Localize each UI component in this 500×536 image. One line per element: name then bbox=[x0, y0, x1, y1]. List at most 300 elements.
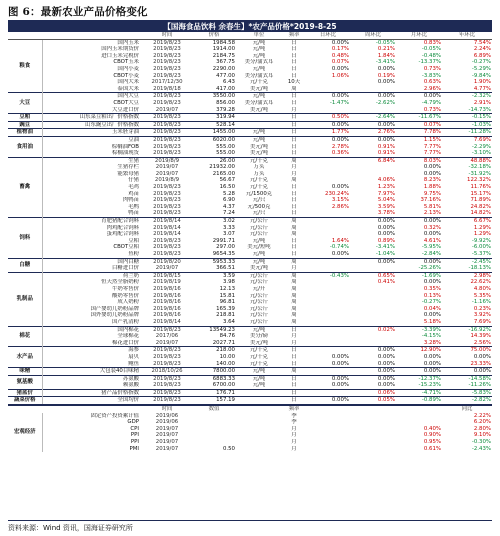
table-row bbox=[8, 265, 492, 272]
value-cell: 3.78% bbox=[377, 210, 395, 217]
value-cell: -9.84% bbox=[471, 72, 491, 79]
value-cell: 日 bbox=[291, 251, 297, 257]
value-cell bbox=[306, 177, 350, 184]
value-cell: 2019/07 bbox=[155, 439, 179, 446]
macro-header-cell: 同比 bbox=[442, 405, 492, 413]
value-cell: 0.00% bbox=[331, 360, 349, 367]
value-cell bbox=[350, 432, 396, 439]
value-cell: 0.00% bbox=[306, 397, 350, 405]
value-cell bbox=[236, 419, 282, 426]
value-cell: 0.36% bbox=[331, 150, 349, 157]
table-row bbox=[8, 157, 492, 164]
value-cell bbox=[306, 347, 350, 354]
item-name-cell: 全国均价 bbox=[42, 397, 142, 405]
table-row bbox=[8, 326, 492, 333]
value-cell: 3.64 bbox=[222, 318, 235, 325]
value-cell: 元/吨 bbox=[236, 136, 282, 143]
value-cell: 2.78% bbox=[331, 143, 349, 150]
value-cell: 14.82% bbox=[470, 210, 491, 217]
item-name-cell: 棕榈油现货 bbox=[112, 150, 139, 157]
value-cell: 0.00% bbox=[423, 231, 441, 238]
value-cell bbox=[306, 432, 350, 439]
value-cell bbox=[306, 265, 350, 272]
value-cell: -2.82% bbox=[442, 397, 492, 405]
value-cell: 元/公斤 bbox=[236, 218, 282, 225]
item-name-cell: 国产乳清粉 bbox=[112, 318, 139, 325]
value-cell: 元/公斤 bbox=[250, 279, 268, 286]
value-cell bbox=[306, 225, 350, 232]
item-name-cell: 大豆进口价 bbox=[112, 106, 139, 113]
value-cell bbox=[350, 265, 396, 272]
value-cell bbox=[306, 319, 350, 326]
table-row bbox=[8, 279, 492, 286]
value-cell: -1.03% bbox=[442, 121, 492, 129]
value-cell: 美分/蒲式耳 bbox=[244, 72, 274, 79]
value-cell: 0.41% bbox=[377, 279, 395, 286]
value-cell: 2019/8/23 bbox=[153, 237, 181, 244]
value-cell: 0.95% bbox=[423, 439, 441, 446]
value-cell: 6.43 bbox=[222, 79, 235, 86]
table-header-row bbox=[8, 32, 492, 39]
value-cell: 555.00 bbox=[216, 143, 235, 150]
value-cell: 6.67% bbox=[442, 218, 492, 225]
value-cell bbox=[192, 419, 236, 426]
value-cell: 2019/07 bbox=[155, 445, 179, 452]
value-cell: 0.00% bbox=[306, 39, 350, 46]
item-name-cell: 固定资产投资累计值 bbox=[90, 412, 139, 419]
value-cell: 6.84% bbox=[350, 157, 396, 164]
value-cell: 元/吨 bbox=[236, 129, 282, 137]
header-cell bbox=[8, 32, 42, 39]
value-cell bbox=[350, 446, 396, 453]
value-cell bbox=[236, 389, 282, 397]
value-cell: 日 bbox=[291, 353, 297, 360]
table-row bbox=[8, 432, 492, 439]
table-row bbox=[8, 114, 492, 122]
value-cell: 8.23% bbox=[423, 177, 441, 184]
value-cell: 0.07% bbox=[396, 121, 442, 129]
value-cell: -0.74% bbox=[329, 244, 349, 251]
value-cell: 2019/8/23 bbox=[153, 150, 181, 157]
value-cell: 4.77% bbox=[473, 85, 491, 92]
value-cell: 122.32% bbox=[467, 177, 491, 184]
value-cell: 日 bbox=[282, 114, 306, 122]
value-cell bbox=[350, 286, 396, 293]
value-cell: -25.26% bbox=[418, 265, 441, 272]
value-cell bbox=[306, 340, 350, 347]
value-cell: 218.81 bbox=[216, 312, 235, 319]
value-cell: 1.84% bbox=[377, 52, 395, 59]
value-cell: 元/千克 bbox=[250, 184, 268, 191]
value-cell: 1.88% bbox=[423, 184, 441, 191]
value-cell: 日 bbox=[282, 397, 306, 405]
macro-header-cell: 频率 bbox=[282, 405, 306, 413]
value-cell: 9654.35 bbox=[212, 251, 235, 257]
value-cell: 元/公斤 bbox=[250, 292, 268, 299]
value-cell: 周 bbox=[291, 224, 297, 231]
value-cell: 元/吨 bbox=[236, 39, 282, 46]
table-row bbox=[8, 150, 492, 157]
category-cell: 食用油 bbox=[8, 136, 42, 157]
value-cell: 13549.23 bbox=[192, 326, 236, 333]
table-row bbox=[8, 100, 492, 107]
category-cell: 豆粕 bbox=[8, 114, 42, 122]
item-name-cell: CBOT小麦 bbox=[113, 72, 139, 79]
table-row bbox=[8, 375, 492, 382]
value-cell: 2019/8/23 bbox=[142, 129, 192, 137]
value-cell: -3.39% bbox=[396, 326, 442, 333]
value-cell: 2019/8/14 bbox=[153, 318, 181, 325]
value-cell: 0.23% bbox=[473, 305, 491, 312]
value-cell bbox=[306, 446, 350, 453]
value-cell bbox=[236, 446, 282, 453]
value-cell bbox=[306, 79, 350, 86]
source-note: 资料来源：Wind 资讯，国海证券研究所 bbox=[8, 524, 133, 532]
value-cell: 6020.00 bbox=[192, 136, 236, 143]
item-name-cell: 牛奶零售价 bbox=[112, 285, 139, 292]
item-name-cell: 全球棉花 bbox=[117, 333, 139, 340]
value-cell: 7.24 bbox=[222, 210, 235, 217]
item-name-cell: GDP bbox=[127, 419, 139, 426]
value-cell: 2.22% bbox=[473, 412, 491, 419]
value-cell: 日 bbox=[291, 52, 297, 59]
item-name-cell: 肉鸭苗 bbox=[122, 197, 139, 204]
value-cell: 12.90% bbox=[396, 347, 442, 354]
value-cell: -5.37% bbox=[471, 251, 491, 257]
category-cell: 水产品 bbox=[8, 347, 42, 368]
value-cell bbox=[306, 218, 350, 225]
value-cell bbox=[396, 419, 442, 426]
value-cell: 2991.71 bbox=[212, 237, 235, 244]
value-cell: 6883.33 bbox=[192, 375, 236, 382]
value-cell: 月 bbox=[291, 439, 297, 446]
value-cell: 7.97% bbox=[377, 190, 395, 197]
value-cell: 月 bbox=[291, 425, 297, 432]
value-cell: 日 bbox=[291, 143, 297, 150]
value-cell: 日 bbox=[291, 99, 297, 106]
value-cell: 日 bbox=[291, 237, 297, 244]
value-cell: 10.00 bbox=[219, 353, 235, 360]
macro-header-cell: 时间 bbox=[142, 405, 192, 413]
value-cell: -11.26% bbox=[468, 382, 491, 389]
value-cell: 7.77% bbox=[423, 150, 441, 157]
value-cell: 2.96% bbox=[423, 85, 441, 92]
value-cell: 2019/8/23 bbox=[142, 136, 192, 143]
value-cell: 0.00% bbox=[396, 93, 442, 100]
value-cell: 日 bbox=[282, 136, 306, 143]
value-cell: 周 bbox=[291, 231, 297, 238]
value-cell: 日 bbox=[291, 360, 297, 367]
value-cell: 元/公斤 bbox=[250, 224, 268, 231]
value-cell: 日 bbox=[282, 347, 306, 354]
value-cell bbox=[236, 413, 282, 420]
value-cell: 元/500克 bbox=[247, 203, 271, 210]
value-cell: 1.15% bbox=[396, 136, 442, 143]
value-cell: 48.88% bbox=[442, 157, 492, 164]
value-cell: 15.81 bbox=[219, 292, 235, 299]
value-cell: 0.00% bbox=[306, 93, 350, 100]
value-cell: 日 bbox=[291, 150, 297, 157]
value-cell: 7.54% bbox=[442, 39, 492, 46]
value-cell: -3.41% bbox=[375, 59, 395, 66]
value-cell: 0.00% bbox=[377, 65, 395, 72]
table-row bbox=[8, 306, 492, 313]
category-cell: 味精 bbox=[8, 368, 42, 376]
value-cell: 元/吨 bbox=[236, 375, 282, 382]
value-cell: 2.13% bbox=[423, 210, 441, 217]
item-name-cell: PPI bbox=[130, 432, 139, 439]
table-row bbox=[8, 86, 492, 93]
table-row bbox=[8, 164, 492, 171]
item-name-cell: 鸭苗 bbox=[128, 210, 139, 217]
value-cell: 月 bbox=[291, 333, 297, 340]
value-cell: 0.02% bbox=[350, 326, 396, 333]
item-name-cell: 鱼粉 bbox=[128, 251, 139, 257]
value-cell: 周 bbox=[282, 368, 306, 376]
table-row bbox=[8, 244, 492, 251]
value-cell bbox=[306, 279, 350, 286]
value-cell: 0.50 bbox=[222, 445, 235, 452]
value-cell: 日 bbox=[282, 129, 306, 137]
table-row bbox=[8, 258, 492, 265]
value-cell: 2019/07 bbox=[155, 425, 179, 432]
value-cell: 2019/8/18 bbox=[153, 85, 181, 92]
value-cell: 297.00 bbox=[216, 244, 235, 251]
macro-header-cell bbox=[350, 405, 396, 413]
value-cell: 2019/8/23 bbox=[153, 353, 181, 360]
value-cell: -1.69% bbox=[396, 272, 442, 279]
value-cell bbox=[306, 231, 350, 238]
value-cell: 日 bbox=[282, 121, 306, 129]
value-cell: 3.15% bbox=[331, 197, 349, 204]
value-cell: 2019/8/16 bbox=[153, 312, 181, 319]
table-row bbox=[8, 210, 492, 217]
table-row bbox=[8, 419, 492, 426]
value-cell: 0.00% bbox=[331, 184, 349, 191]
item-name-cell: 国内玉米 bbox=[42, 39, 142, 46]
value-cell: 2019/8/23 bbox=[153, 197, 181, 204]
value-cell: 日 bbox=[291, 65, 297, 72]
value-cell: 157.19 bbox=[192, 397, 236, 405]
value-cell: -13.37% bbox=[418, 59, 441, 66]
item-name-cell: 生猪 bbox=[42, 157, 142, 164]
value-cell bbox=[306, 293, 350, 300]
value-cell: 230.24% bbox=[325, 190, 349, 197]
value-cell: 0.73% bbox=[423, 106, 441, 113]
value-cell: -0.15% bbox=[442, 114, 492, 122]
value-cell: 2019/06 bbox=[155, 419, 179, 426]
value-cell: 0.00% bbox=[350, 375, 396, 382]
value-cell: 71.89% bbox=[470, 197, 491, 204]
value-cell: 2019/8/14 bbox=[142, 218, 192, 225]
value-cell: 2019/8/9 bbox=[142, 157, 192, 164]
item-name-cell: 国内大米 bbox=[117, 79, 139, 86]
value-cell: 3.28% bbox=[423, 339, 441, 346]
value-cell: 日 bbox=[291, 244, 297, 251]
value-cell: 5.04% bbox=[377, 197, 395, 204]
table-row bbox=[8, 368, 492, 376]
table-row bbox=[8, 93, 492, 100]
value-cell: 0.06% bbox=[350, 389, 396, 397]
value-cell: 元/吨 bbox=[252, 237, 266, 244]
value-cell: 24.82% bbox=[470, 203, 491, 210]
table-row bbox=[8, 144, 492, 151]
value-cell bbox=[236, 432, 282, 439]
item-name-cell: 毛鸭 bbox=[128, 203, 139, 210]
value-cell: -4.15% bbox=[421, 333, 441, 340]
item-name-cell: 赖氨酸 bbox=[122, 382, 139, 389]
value-cell: 2019/07 bbox=[155, 339, 179, 346]
value-cell: 0.13% bbox=[423, 292, 441, 299]
value-cell: 2019/8/19 bbox=[153, 279, 181, 286]
value-cell bbox=[306, 164, 350, 171]
item-name-cell: 海参 bbox=[42, 347, 142, 354]
value-cell: 11.76% bbox=[470, 184, 491, 191]
value-cell: 元/千克 bbox=[236, 157, 282, 164]
value-cell: 2019/07 bbox=[155, 106, 179, 113]
macro-header-cell: 数值 bbox=[192, 405, 236, 413]
category-cell: 畜禽 bbox=[8, 157, 42, 217]
table-row bbox=[8, 136, 492, 143]
value-cell: 2.76% bbox=[350, 129, 396, 137]
value-cell: 2.24% bbox=[473, 46, 491, 53]
item-name-cell: PMI bbox=[129, 445, 139, 452]
value-cell: 2017/12/30 bbox=[151, 79, 183, 86]
value-cell: 月 bbox=[291, 265, 297, 272]
value-cell: 元/吨 bbox=[252, 65, 266, 72]
value-cell bbox=[192, 432, 236, 439]
item-name-cell: CBOT豆粕 bbox=[113, 244, 139, 251]
item-name-cell: 大包装40目味精 bbox=[42, 368, 142, 376]
item-name-cell: 肉鸡配合饲料 bbox=[106, 224, 139, 231]
value-cell: 5.18% bbox=[423, 318, 441, 325]
value-cell bbox=[236, 426, 282, 433]
value-cell bbox=[306, 306, 350, 313]
value-cell: 1.23% bbox=[377, 184, 395, 191]
value-cell: 165.39 bbox=[216, 305, 235, 312]
value-cell: -5.29% bbox=[471, 65, 491, 72]
value-cell: 7800.00 bbox=[192, 368, 236, 376]
table-row bbox=[8, 231, 492, 238]
item-name-cell: 猪产品价格指数 bbox=[42, 389, 142, 397]
category-cell: 饲料 bbox=[8, 218, 42, 259]
value-cell: 15.17% bbox=[470, 190, 491, 197]
value-cell: 元/吨 bbox=[236, 326, 282, 333]
value-cell: 美分/蒲式耳 bbox=[244, 59, 274, 66]
value-cell: 2.91% bbox=[473, 99, 491, 106]
item-name-cell: CBOT大豆 bbox=[113, 99, 139, 106]
value-cell: 2019/07 bbox=[155, 432, 179, 439]
value-cell bbox=[350, 340, 396, 347]
value-cell: 2019/07 bbox=[155, 265, 179, 272]
header-cell: 价格 bbox=[192, 32, 236, 39]
value-cell: 16.50 bbox=[219, 184, 235, 191]
category-cell: 棉花 bbox=[8, 326, 42, 347]
value-cell: 2019/8/23 bbox=[153, 210, 181, 217]
value-cell: -0.43% bbox=[306, 272, 350, 279]
item-name-cell: 泰国大米 bbox=[117, 85, 139, 92]
value-cell: 1.77% bbox=[306, 129, 350, 137]
item-name-cell: 棉花进口价 bbox=[112, 339, 139, 346]
value-cell: 417.00 bbox=[216, 85, 235, 92]
value-cell: 2018/10/26 bbox=[142, 368, 192, 376]
table-row bbox=[8, 299, 492, 306]
value-cell: -2.62% bbox=[375, 99, 395, 106]
value-cell: 84.76 bbox=[219, 333, 235, 340]
value-cell: 3.07 bbox=[222, 231, 235, 238]
value-cell: 1.90% bbox=[473, 79, 491, 86]
value-cell: 元/1500克 bbox=[245, 190, 273, 197]
item-name-cell: 国内玉米期货价 bbox=[101, 46, 139, 53]
value-cell bbox=[350, 419, 396, 426]
value-cell: 96.81 bbox=[219, 299, 235, 306]
value-cell: 周 bbox=[282, 157, 306, 164]
value-cell: 周 bbox=[291, 177, 297, 184]
item-name-cell: 国外婴幼儿奶粉品牌 bbox=[90, 312, 139, 319]
value-cell: 2019/8/14 bbox=[153, 231, 181, 238]
category-cell: 植物油 bbox=[8, 129, 42, 137]
table-row bbox=[8, 59, 492, 66]
value-cell: 0.00% bbox=[423, 353, 441, 360]
value-cell: 6.20% bbox=[473, 419, 491, 426]
value-cell: 9.10% bbox=[473, 432, 491, 439]
value-cell: 2019/8/23 bbox=[153, 244, 181, 251]
value-cell: 2019/8/23 bbox=[142, 375, 192, 382]
value-cell: 0.48% bbox=[331, 52, 349, 59]
value-cell: 0.63% bbox=[423, 79, 441, 86]
value-cell: 月 bbox=[291, 170, 297, 177]
value-cell: 日 bbox=[282, 93, 306, 100]
value-cell: -2.43% bbox=[471, 445, 491, 452]
table-row bbox=[8, 439, 492, 446]
value-cell: 2.80% bbox=[473, 425, 491, 432]
value-cell: 218.00 bbox=[192, 347, 236, 354]
value-cell bbox=[306, 86, 350, 93]
value-cell: 0.00% bbox=[423, 360, 441, 367]
table-row bbox=[8, 354, 492, 361]
value-cell: 0.00% bbox=[306, 136, 350, 143]
item-name-cell: 毛鸡 bbox=[128, 184, 139, 191]
value-cell: 0.00% bbox=[350, 121, 396, 129]
value-cell: 1.64% bbox=[331, 237, 349, 244]
macro-header-cell bbox=[8, 405, 42, 413]
item-name-cell: 进口玉米完税价 bbox=[101, 52, 139, 59]
table-body bbox=[8, 39, 492, 452]
value-cell: 0.00% bbox=[331, 353, 349, 360]
value-cell bbox=[350, 306, 396, 313]
item-name-cell: 豆粕 bbox=[128, 237, 139, 244]
value-cell bbox=[192, 413, 236, 420]
value-cell: -3.10% bbox=[471, 150, 491, 157]
value-cell bbox=[350, 293, 396, 300]
value-cell: -18.13% bbox=[468, 265, 491, 272]
value-cell bbox=[350, 439, 396, 446]
value-cell: 5953.33 bbox=[192, 258, 236, 265]
value-cell: 56.67 bbox=[219, 177, 235, 184]
value-cell: 0.07% bbox=[331, 59, 349, 66]
value-cell: 5.35% bbox=[473, 292, 491, 299]
macro-header-cell bbox=[42, 405, 142, 413]
value-cell: 2019/8/23 bbox=[153, 59, 181, 66]
value-cell: 2019/8/16 bbox=[153, 305, 181, 312]
value-cell: 0.00% bbox=[350, 136, 396, 143]
value-cell: -2.29% bbox=[471, 143, 491, 150]
value-cell: -0.48% bbox=[421, 52, 441, 59]
value-cell: 日 bbox=[291, 382, 297, 389]
value-cell: 5.28 bbox=[222, 190, 235, 197]
item-name-cell: 蛋鸡配合饲料 bbox=[106, 231, 139, 238]
macro-header-cell bbox=[306, 405, 350, 413]
